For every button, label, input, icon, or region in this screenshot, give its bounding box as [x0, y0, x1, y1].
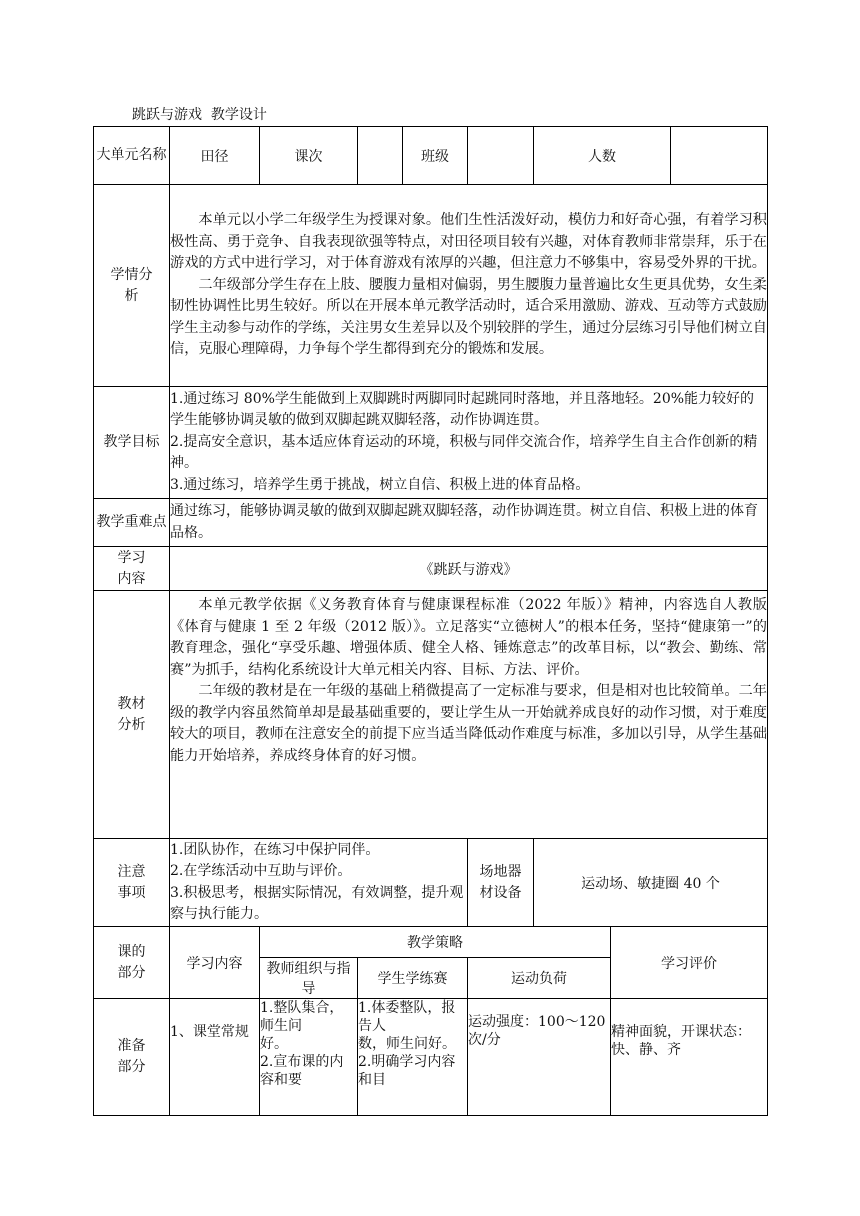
class-label: 班级: [403, 127, 468, 185]
prep-content: 1、课堂常规: [170, 999, 260, 1116]
class-value: [468, 127, 534, 185]
content-text: 《跳跃与游戏》: [170, 547, 768, 591]
eval-label: 学习评价: [611, 927, 768, 999]
notes-label: 注意事项: [94, 839, 170, 927]
key-points-row: [94, 499, 768, 547]
prep-row: [94, 999, 768, 1116]
unit-header-row: [94, 127, 768, 185]
count-value: [671, 127, 768, 185]
teacher-label: 教师组织与指导: [260, 958, 358, 999]
material-analysis-row: [94, 591, 768, 839]
prep-teacher-line: 1.整队集合，师生问: [260, 1000, 344, 1034]
material-analysis-paragraph: 二年级的教材是在一年级的基础上稍微提高了一定标准与要求，但是相对也比较简单。二年级的教学内容虽然简单却是最基础重要的，要让学生从一开始就养成良好的动作习惯，对于难度较大的项目，教师在注意安全的前提下应当适当降低动作难度与标准，多加以引导，从学生基础能力开始培养，养成终身体育的好习惯。: [170, 683, 767, 764]
strategy-header-row: [94, 927, 768, 958]
learning-analysis-label: 学情分析: [94, 185, 170, 387]
unit-value: 田径: [170, 127, 260, 185]
learning-analysis-paragraph: 本单元以小学二年级学生为授课对象。他们生性活泼好动，模仿力和好奇心强，有着学习积极性高、勇于竞争、自我表现欲强等特点，对田径项目较有兴趣，对体育教师非常崇拜，乐于在游戏的方式中进行学习，对于体育游戏有浓厚的兴趣，但注意力不够集中，容易受外界的干扰。: [170, 212, 767, 272]
material-analysis-text: [170, 591, 768, 839]
count-label: 人数: [534, 127, 671, 185]
content-column-label: 学习内容: [170, 927, 260, 999]
unit-label: 大单元名称: [94, 127, 170, 185]
prep-student-line: 数，师生问好。: [358, 1036, 456, 1052]
key-points-text: 通过练习，能够协调灵敏的做到双脚起跳双脚轻落，动作协调连贯。树立自信、积极上进的体育品格。: [170, 499, 768, 547]
teaching-goal-item: 2.提高安全意识，基本适应体育运动的环境，积极与同伴交流合作，培养学生自主合作创新的精神。: [170, 433, 758, 472]
note-item: 3.积极思考，根据实际情况，有效调整，提升观察与执行能力。: [170, 884, 464, 922]
part-label: 课的部分: [94, 927, 170, 999]
prep-eval: 精神面貌，开课状态：快、静、齐: [611, 999, 768, 1116]
document-title: 跳跃与游戏 教学设计: [132, 107, 267, 123]
prep-student-line: 1.体委整队，报告人: [358, 1000, 456, 1034]
prep-part-label: 准备部分: [94, 999, 170, 1116]
strategy-label: 教学策略: [260, 927, 611, 958]
student-label: 学生学练赛: [358, 958, 468, 999]
prep-teacher-line: 2.宣布课的内容和要: [260, 1054, 344, 1088]
teaching-goals-label: 教学目标: [94, 387, 170, 499]
venue-value: 运动场、敏捷圈 40 个: [534, 839, 768, 927]
note-item: 1.团队协作，在练习中保护同伴。: [170, 841, 380, 858]
material-analysis-paragraph: 本单元教学依据《义务教育体育与健康课程标准（2022 年版）》精神，内容选自人教版《体育与健康 1 至 2 年级（2012 版）》。立足落实“立德树人”的根本任务，坚持“健康第一”的教育理念，强化“享受乐趣、增强体质、健全人格、锤炼意志”的改革目标，以“教会、勤练、常赛”为抓手，结构化系统设计大单元相关内容、目标、方法、评价。: [170, 597, 767, 678]
learning-analysis-paragraph: 二年级部分学生存在上肢、腰腹力量相对偏弱，男生腰腹力量普遍比女生更具优势，女生柔韧性协调性比男生较好。所以在开展本单元教学活动时，适合采用激励、游戏、互动等方式鼓励学生主动参与动作的学练，关注男女生差异以及个别较胖的学生，通过分层练习引导他们树立自信，克服心理障碍，力争每个学生都得到充分的锻炼和发展。: [170, 276, 767, 358]
prep-teacher-line: 好。: [260, 1036, 288, 1052]
content-label: 学习内容: [94, 547, 170, 591]
teaching-goal-item: 1.通过练习 80%学生能做到上双脚跳时两脚同时起跳同时落地，并且落地轻。20%能力较好的学生能够协调灵敏的做到双脚起跳双脚轻落，动作协调连贯。: [170, 390, 755, 429]
prep-student: [358, 999, 468, 1116]
prep-student-line: 2.明确学习内容和目: [358, 1054, 456, 1088]
prep-teacher: [260, 999, 358, 1116]
learning-analysis-row: [94, 185, 768, 387]
learning-analysis-text: [170, 185, 768, 387]
lesson-label: 课次: [260, 127, 358, 185]
teaching-goals-list: [170, 387, 768, 499]
load-label: 运动负荷: [468, 958, 611, 999]
notes-list: [170, 839, 468, 927]
lesson-value: [358, 127, 403, 185]
lesson-plan-table: [93, 126, 768, 1116]
key-points-label: 教学重难点: [94, 499, 170, 547]
notes-row: [94, 839, 768, 927]
content-row: [94, 547, 768, 591]
note-item: 2.在学练活动中互助与评价。: [170, 863, 352, 879]
prep-load: 运动强度：100～120 次/分: [468, 999, 611, 1116]
venue-label: 场地器材设备: [468, 839, 534, 927]
teaching-goal-item: 3.通过练习，培养学生勇于挑战，树立自信、积极上进的体育品格。: [170, 476, 590, 493]
material-analysis-label: 教材分析: [94, 591, 170, 839]
teaching-goals-row: [94, 387, 768, 499]
